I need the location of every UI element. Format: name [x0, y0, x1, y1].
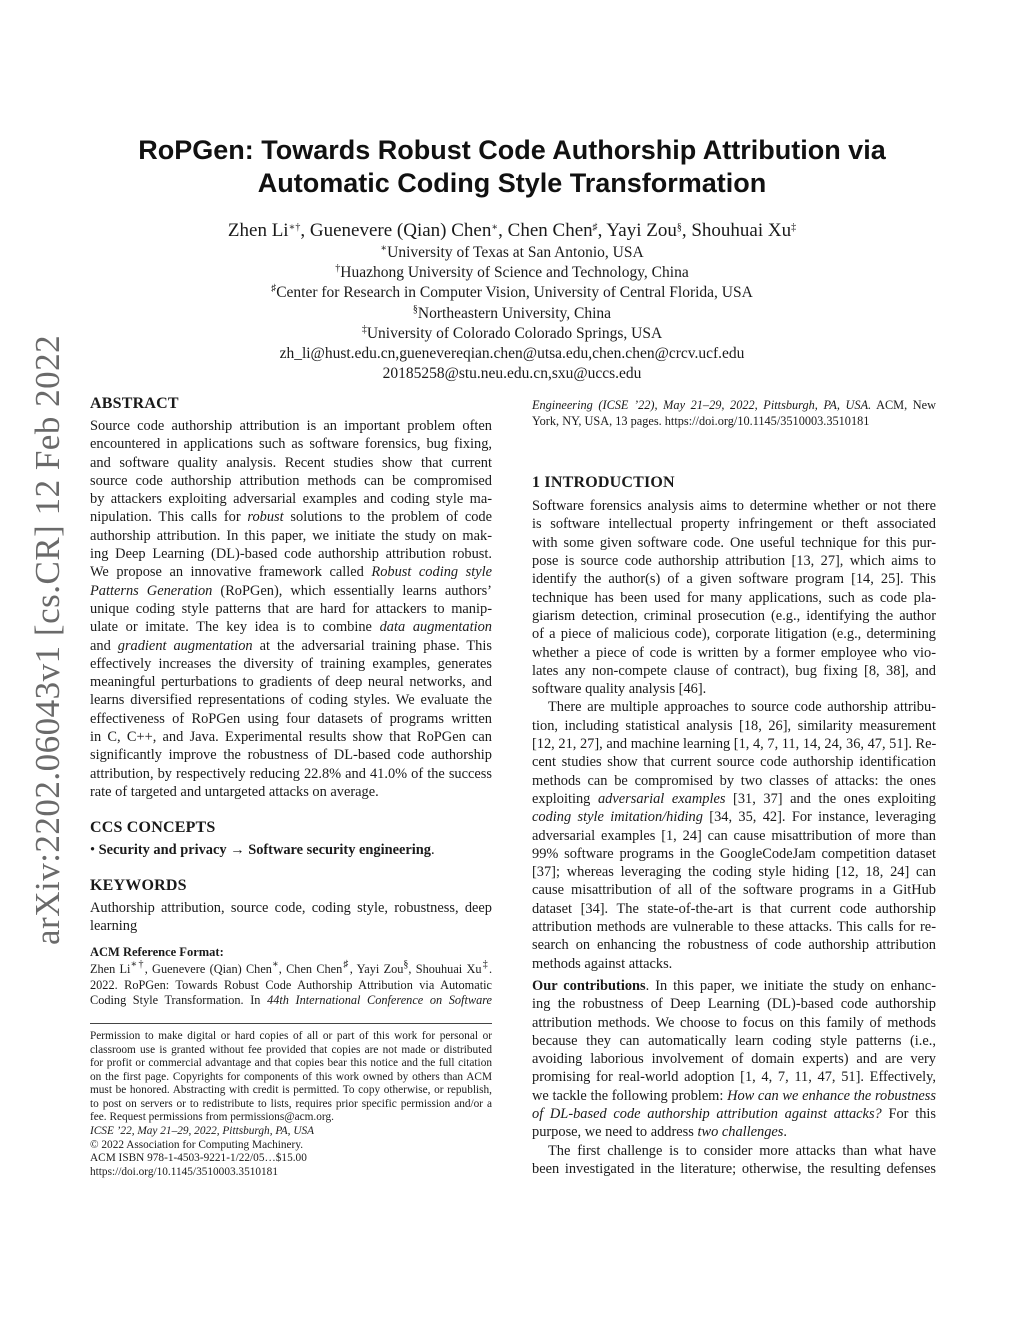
- doi-link[interactable]: https://doi.org/10.1145/3510003.3510181: [90, 1165, 278, 1178]
- ref-text: , Guenevere (Qian) Chen: [144, 962, 272, 977]
- ccs-term: Software security engineering: [248, 842, 431, 859]
- intro-emphasis: coding style imitation/hiding: [532, 809, 703, 826]
- affiliation-mark: †: [335, 263, 341, 275]
- intro-emphasis: of DL-based code authorship attribution against attacks?: [532, 1105, 882, 1122]
- intro-line: cent studies show that current source code authorship identification: [532, 754, 936, 771]
- ref-text: Coding Style Transformation. In: [90, 993, 261, 1008]
- abstract-line: by attackers exploiting adversarial examples and coding style ma-: [90, 491, 492, 508]
- intro-text: For this: [888, 1105, 936, 1122]
- intro-line: with some given software code. One useful technique for this pur-: [532, 534, 936, 551]
- abstract-heading: ABSTRACT: [90, 395, 179, 412]
- acm-ref-line: [90, 959, 493, 978]
- abstract-text: and: [90, 637, 111, 654]
- affiliation-text: University of Colorado Colorado Springs, USA: [366, 324, 663, 342]
- keywords-line: learning: [90, 917, 138, 934]
- intro-emphasis: two challenges: [697, 1124, 784, 1141]
- intro-line: There are multiple approaches to source code authorship attribu-: [548, 699, 936, 716]
- intro-paragraph-4: [532, 1142, 936, 1179]
- intro-line: promising for real-world adoption [1, 4, 7, 11, 47, 51]. Effectively,: [532, 1069, 936, 1086]
- abstract-text: (RoPGen), which essentially learns authors’: [220, 582, 492, 599]
- abstract-line: rate of targeted and untargeted attacks on average.: [90, 783, 379, 800]
- title-line-2: Automatic Coding Style Transformation: [257, 168, 767, 198]
- left-column: [90, 394, 492, 1179]
- ref-venue: 44th International Conference on Software: [267, 993, 493, 1008]
- abstract-emphasis: data augmentation: [379, 619, 492, 636]
- ccs-concept: [90, 841, 492, 859]
- abstract-line: effectively increases the diversity of training examples, generates: [90, 655, 492, 672]
- author-mark: ‡: [791, 222, 797, 233]
- abstract-emphasis: Robust coding style: [371, 564, 492, 581]
- author-list: [90, 219, 934, 242]
- permission-line: classroom use is granted without fee provided that copies are not made or distributed: [90, 1043, 492, 1056]
- intro-line: cause misattribution of all of the software programs in a GitHub: [532, 882, 936, 899]
- affiliation-mark: ∗: [380, 243, 388, 254]
- intro-line: [37]; whereas leveraging the coding style hiding [12, 18, 24] can: [532, 864, 936, 881]
- author-mark: ♯: [592, 222, 598, 233]
- abstract-line: Source code authorship attribution is an important problem often: [90, 418, 492, 434]
- author-name: , Chen Chen: [498, 220, 593, 241]
- abstract-emphasis: robust: [247, 509, 284, 526]
- acm-ref-line[interactable]: York, NY, USA, 13 pages. https://doi.org/10.1145/3510003.3510181: [532, 413, 870, 428]
- contributions-label: Our contributions: [532, 977, 646, 994]
- abstract-line: unique coding style patterns that are hard for attackers to manip-: [90, 600, 492, 617]
- ref-text: .: [488, 962, 493, 977]
- affiliation-line: [90, 243, 934, 263]
- intro-line: pose is source code authorship attribution [13, 27], which aims to: [532, 553, 936, 570]
- affiliation-mark: §: [412, 303, 418, 315]
- permission-line: to post on servers or to redistribute to lists, requires prior specific permission and/or a: [90, 1097, 492, 1110]
- abstract-line: encountered in applications such as software forensics, bug fixing,: [90, 436, 492, 453]
- intro-line: methods against attacks.: [532, 955, 673, 972]
- ref-text: , Chen Chen: [278, 962, 343, 977]
- affiliation-line: [90, 304, 934, 324]
- intro-line: [532, 790, 936, 808]
- ref-mark: §: [403, 959, 409, 971]
- ref-text: ACM, New: [876, 398, 936, 412]
- ref-mark: ‡: [481, 959, 489, 971]
- acm-ref-heading: ACM Reference Format:: [90, 945, 224, 960]
- intro-line: [532, 977, 936, 995]
- affiliation-line: [90, 263, 934, 283]
- arrow-icon: →: [230, 842, 245, 859]
- ref-mark: ∗: [271, 959, 279, 971]
- intro-line: attribution methods are vulnerable to these attacks. This calls for re-: [532, 919, 936, 936]
- ref-text: , Shouhuai Xu: [408, 962, 482, 977]
- abstract-line: effectiveness of RoPGen using four datasets of programs written: [90, 710, 492, 727]
- abstract-line: authorship attribution. In this paper, we initiate the study on mak-: [90, 527, 492, 544]
- intro-text: . In this paper, we initiate the study on enhanc-: [645, 977, 936, 994]
- intro-line: attribution methods. We choose to focus on this family of methods: [532, 1014, 936, 1031]
- affiliation-mark: ‡: [361, 323, 367, 335]
- intro-line: of a piece of malicious code), corporate litigation (e.g., determining: [532, 626, 936, 643]
- intro-line: been investigated in the literature; otherwise, the resulting defenses: [532, 1160, 936, 1177]
- intro-line: The first challenge is to consider more attacks than what have: [548, 1142, 936, 1159]
- intro-text: exploiting: [532, 790, 591, 807]
- abstract-body: [90, 417, 492, 801]
- intro-line: software quality analysis [46].: [532, 681, 707, 698]
- intro-line: because they can automatically learn coding style patterns (i.e.,: [532, 1032, 936, 1049]
- intro-line: [532, 1123, 936, 1141]
- author-name: , Shouhuai Xu: [681, 220, 792, 241]
- acm-ref-continued: [532, 398, 936, 429]
- intro-text: purpose, we need to address: [532, 1124, 694, 1141]
- abstract-line: source code authorship attribution methods can be compromised: [90, 472, 492, 489]
- affiliation-text: Center for Research in Computer Vision, University of Central Florida, USA: [276, 284, 753, 302]
- intro-line: is software intellectual property infringement or theft associated: [532, 516, 936, 533]
- abstract-line: learns diversified representations of coding styles. We evaluate the: [90, 692, 492, 709]
- intro-line: [532, 1105, 936, 1123]
- affiliations: [90, 243, 934, 384]
- abstract-line: in C, C++, and Java. Experimental results show that RoPGen can: [90, 729, 492, 746]
- intro-text: we tackle the following problem:: [532, 1087, 724, 1104]
- abstract-line: and software quality analysis. Recent studies show that current: [90, 454, 492, 471]
- ref-text: Zhen Li: [90, 962, 131, 977]
- intro-line: tion, including statistical analysis [18, 26], similarity measurement: [532, 717, 936, 734]
- footnote-divider: [90, 1023, 492, 1024]
- affiliation-line: [90, 324, 934, 344]
- affiliation-text: University of Texas at San Antonio, USA: [387, 244, 644, 261]
- intro-line: [532, 808, 936, 826]
- abstract-line: [90, 637, 492, 655]
- intro-paragraph-2: [532, 698, 936, 972]
- arxiv-stamp[interactable]: arXiv:2202.06043v1 [cs.CR] 12 Feb 2022: [28, 334, 67, 945]
- author-name: , Guenevere (Qian) Chen: [300, 220, 492, 241]
- paper-title: [90, 134, 934, 200]
- keywords-heading: KEYWORDS: [90, 876, 187, 894]
- ref-venue: Engineering (ICSE ’22), May 21–29, 2022, Pittsburgh, PA, USA.: [532, 398, 872, 412]
- ref-mark: ∗†: [130, 959, 145, 971]
- acm-ref-line: [532, 398, 936, 414]
- abstract-line: [90, 618, 492, 636]
- introduction-heading: 1 INTRODUCTION: [532, 474, 675, 492]
- ccs-term: Security and privacy: [98, 842, 227, 859]
- intro-line: 99% software programs in the GoogleCodeJam competition dataset: [532, 845, 936, 862]
- intro-line: lates any non-compete clause of contract), bug fixing [8, 38], and: [532, 662, 936, 679]
- abstract-text: solutions to the problem of code: [290, 509, 492, 526]
- affiliation-text: Northeastern University, China: [417, 304, 612, 322]
- intro-line: [12, 21, 27], and machine learning [1, 4, 7, 11, 14, 24, 36, 47, 51]. Re-: [532, 736, 937, 753]
- author-name: , Yayi Zou: [597, 220, 677, 241]
- ccs-heading: CCS CONCEPTS: [90, 819, 216, 837]
- author-mark: ∗: [491, 222, 499, 233]
- right-column: [532, 398, 936, 1178]
- acm-ref-line: 2022. RoPGen: Towards Robust Code Authorship Attribution via Automatic: [90, 977, 492, 992]
- intro-paragraph-3: [532, 977, 936, 1142]
- keywords-body: [90, 899, 492, 936]
- abstract-line: [90, 508, 492, 526]
- acm-ref-line: [90, 993, 492, 1009]
- intro-text: .: [783, 1124, 788, 1141]
- intro-line: ing the robustness of Deep Learning (DL)-based code authorship: [532, 996, 936, 1013]
- email-line[interactable]: 20185258@stu.neu.edu.cn,sxu@uccs.edu: [382, 365, 642, 383]
- abstract-line: ing Deep Learning (DL)-based code authorship attribution robust.: [90, 546, 492, 563]
- intro-line: avoiding laborious involvement of domain experts) and are very: [532, 1051, 936, 1068]
- intro-line: whether a piece of code is written by a former employee who vio-: [532, 644, 936, 661]
- intro-line: methods can be compromised by two classes of attacks: the ones: [532, 772, 936, 789]
- email-line[interactable]: zh_li@hust.edu.cn,guenevereqian.chen@utsa.edu,chen.chen@crcv.ucf.edu: [279, 345, 745, 363]
- intro-line: giarism detection, criminal prosecution (e.g., identifying the author: [532, 607, 936, 624]
- affiliation-mark: ♯: [271, 283, 277, 295]
- intro-line: [532, 1087, 936, 1105]
- abstract-emphasis: gradient augmentation: [117, 637, 253, 654]
- abstract-line: meaningful perturbations to gradients of deep neural networks, and: [90, 674, 492, 691]
- intro-text: [34, 35, 42]. For instance, leveraging: [709, 809, 936, 826]
- acm-ref-body: [90, 959, 493, 1009]
- affiliation-text: Huazhong University of Science and Technology, China: [340, 264, 689, 282]
- author-name: Zhen Li: [227, 220, 289, 241]
- abstract-text: at the adversarial training phase. This: [259, 637, 492, 654]
- ref-text: , Yayi Zou: [349, 962, 404, 977]
- abstract-emphasis: Patterns Generation: [90, 582, 213, 599]
- permission-line: must be honored. Abstracting with credit is permitted. To copy otherwise, or republish,: [90, 1084, 492, 1097]
- bullet: •: [90, 842, 96, 859]
- abstract-line: [90, 563, 492, 581]
- title-line-1: RoPGen: Towards Robust Code Authorship Attribution via: [138, 135, 886, 165]
- intro-line: adversarial examples [1, 24] can cause misattribution of more than: [532, 827, 936, 844]
- ccs-period: .: [430, 842, 435, 859]
- intro-line: dataset [34]. The state-of-the-art is that current code authorship: [532, 900, 936, 917]
- permission-line: for profit or commercial advantage and that copies bear this notice and the full citation: [90, 1057, 492, 1070]
- intro-line: search on enhancing the robustness of code authorship attribution: [532, 937, 936, 954]
- affiliation-line: [90, 283, 934, 303]
- ref-mark: ♯: [342, 959, 350, 971]
- abstract-line: attribution, by respectively reducing 22.8% and 41.0% of the success: [90, 765, 492, 782]
- author-mark: §: [676, 222, 682, 233]
- intro-paragraph-1: [532, 497, 936, 698]
- copyright-line: © 2022 Association for Computing Machinery.: [90, 1138, 304, 1151]
- permission-line: fee. Request permissions from permissions@acm.org.: [90, 1111, 334, 1124]
- intro-line: Software forensics analysis aims to determine whether or not there: [532, 498, 936, 515]
- abstract-text: ulate or imitate. The key idea is to combine: [90, 619, 372, 636]
- intro-emphasis: adversarial examples: [597, 790, 726, 807]
- abstract-text: nipulation. This calls for: [90, 509, 241, 526]
- keywords-line: Authorship attribution, source code, coding style, robustness, deep: [90, 899, 492, 916]
- permission-line: on the first page. Copyrights for components of this work owned by others than ACM: [90, 1070, 492, 1083]
- intro-emphasis: How can we enhance the robustness: [727, 1087, 936, 1104]
- author-mark: ∗†: [288, 222, 301, 233]
- abstract-text: We propose an innovative framework called: [90, 564, 364, 581]
- isbn-line: ACM ISBN 978-1-4503-9221-1/22/05…$15.00: [90, 1152, 307, 1165]
- permission-notice: [90, 1030, 492, 1180]
- conference-line: ICSE ’22, May 21–29, 2022, Pittsburgh, PA, USA: [90, 1125, 315, 1138]
- abstract-line: significantly improve the robustness of DL-based code authorship: [90, 747, 492, 764]
- permission-line: Permission to make digital or hard copies of all or part of this work for personal or: [90, 1029, 492, 1042]
- intro-line: identify the author(s) of a given software program [14, 25]. This: [532, 571, 936, 588]
- abstract-line: [90, 582, 492, 600]
- intro-text: [31, 37] and the ones exploiting: [733, 790, 936, 807]
- intro-line: technique has been used for many applications, such as code pla-: [532, 589, 936, 606]
